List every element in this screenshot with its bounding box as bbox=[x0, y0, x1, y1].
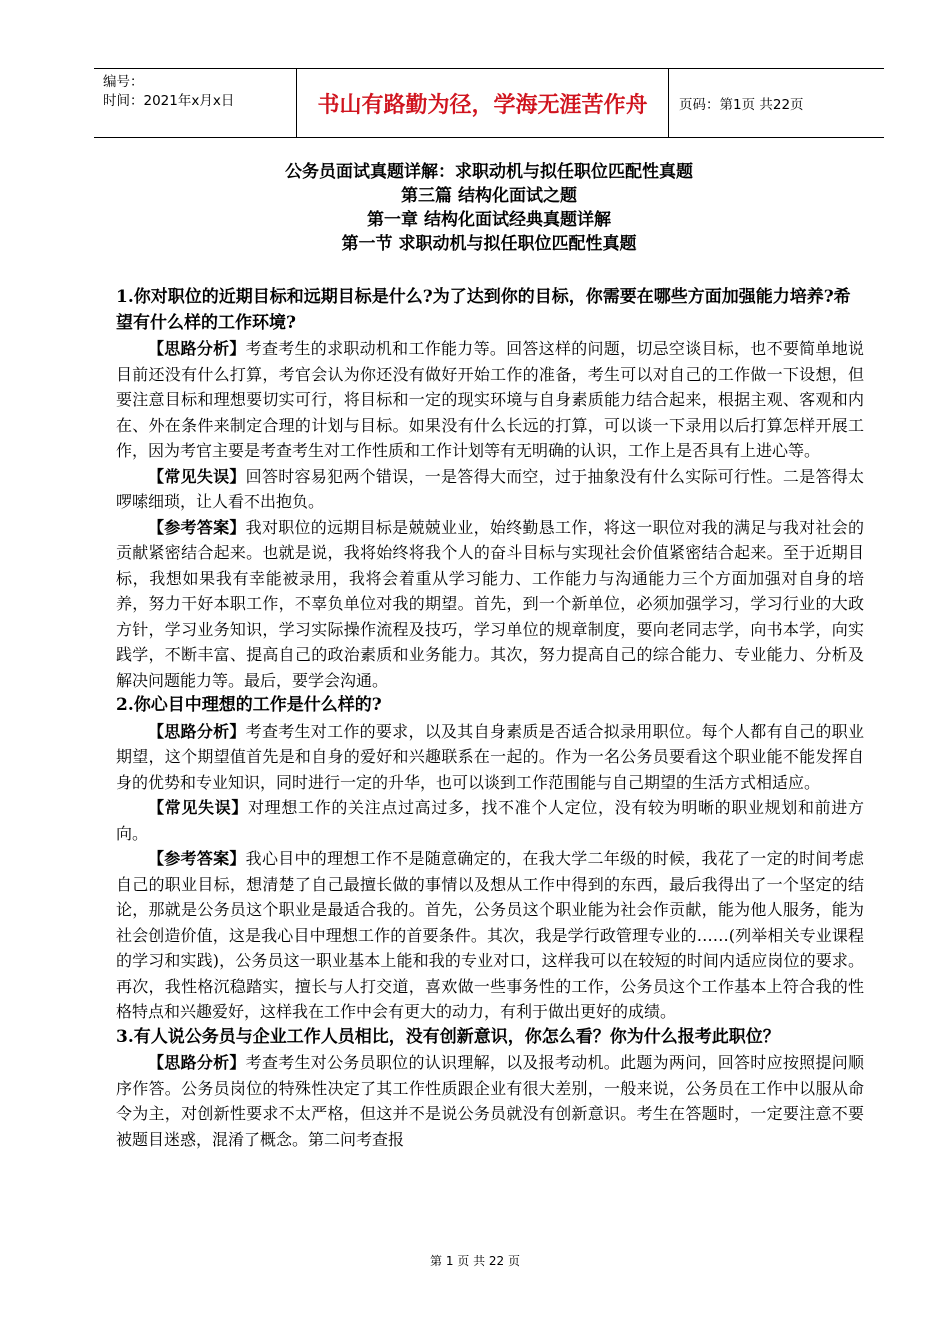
section-title: 第一节 求职动机与拟任职位匹配性真题 bbox=[341, 234, 637, 254]
page-footer: 第 1 页 共 22 页 bbox=[430, 1254, 520, 1268]
question-3: 3.有人说公务员与企业工作人员相比，没有创新意识，你怎么看？你为什么报考此职位？ bbox=[116, 1026, 780, 1047]
analysis-label: 【思路分析】 bbox=[148, 721, 246, 741]
mistake-label: 【常见失误】 bbox=[148, 798, 248, 817]
document-titles bbox=[94, 160, 884, 256]
q2-answer bbox=[116, 846, 864, 1025]
document-body bbox=[116, 285, 864, 1152]
part-title: 第三篇 结构化面试之题 bbox=[401, 186, 577, 206]
answer-label: 【参考答案】 bbox=[148, 517, 246, 537]
q1-mistake bbox=[116, 464, 864, 515]
question-1: 1.你对职位的近期目标和远期目标是什么?为了达到你的目标，你需要在哪些方面加强能力培养?希望有什么样的工作环境? bbox=[116, 287, 851, 333]
chapter-title: 第一章 结构化面试经典真题详解 bbox=[367, 210, 611, 230]
q1-answer bbox=[116, 515, 864, 694]
analysis-text: 考查考生对工作的要求，以及其自身素质是否适合拟录用职位。每个人都有自己的职业期望，这个期望值首先是和自身的爱好和兴趣联系在一起的。作为一名公务员要看这个职业能不能发挥自身的优势和专业知识，同时进行一定的升华，也可以谈到工作范围能与自己期望的生活方式相适应。 bbox=[116, 721, 864, 792]
analysis-label: 【思路分析】 bbox=[148, 1053, 246, 1072]
header-meta bbox=[94, 69, 296, 137]
mistake-text: 对理想工作的关注点过高过多，找不准个人定位，没有较为明晰的职业规划和前进方向。 bbox=[116, 798, 864, 843]
header-motto: 书山有路勤为径，学海无涯苦作舟 bbox=[296, 69, 669, 137]
q1-analysis bbox=[116, 336, 864, 464]
page-header bbox=[94, 68, 884, 138]
analysis-text: 考查考生的求职动机和工作能力等。回答这样的问题，切忌空谈目标，也不要简单地说目前还没有什么打算，考官会认为你还没有做好开始工作的准备，考生可以对自己的工作做一下设想，但要注意目标和理想要切实可行，将目标和一定的现实环境与自身素质能力结合起来，根据主观、客观和内在、外在条件来制定合理的计划与目标。如果没有什么长远的打算，可以谈一下录用以后打算怎样开展工作，因为考官主要是考查考生对工作性质和工作计划等有无明确的认识，工作上是否具有上进心等。 bbox=[116, 339, 864, 460]
code-label: 编号： bbox=[103, 74, 144, 90]
analysis-text: 考查考生对公务员职位的认识理解，以及报考动机。此题为两问，回答时应按照提问顺序作答。公务员岗位的特殊性决定了其工作性质跟企业有很大差别，一般来说，公务员在工作中以服从命令为主，对创新性要求不太严格，但这并不是说公务员就没有创新意识。考生在答题时，一定要注意不要被题目迷惑，混淆了概念。第二问考查报 bbox=[116, 1053, 864, 1149]
question-2: 2.你心目中理想的工作是什么样的? bbox=[116, 695, 382, 715]
time-label: 时间：2021年x月x日 bbox=[103, 93, 235, 109]
mistake-label: 【常见失误】 bbox=[148, 466, 246, 486]
answer-label: 【参考答案】 bbox=[148, 849, 246, 868]
q2-analysis bbox=[116, 719, 864, 796]
mistake-text: 回答时容易犯两个错误，一是答得大而空，过于抽象没有什么实际可行性。二是答得太啰嗦细琐，让人看不出抱负。 bbox=[116, 466, 864, 511]
answer-text: 我对职位的远期目标是兢兢业业，始终勤恳工作，将这一职位对我的满足与我对社会的贡献紧密结合起来。也就是说，我将始终将我个人的奋斗目标与实现社会价值紧密结合起来。至于近期目标，我想如果我有幸能被录用，我将会着重从学习能力、工作能力与沟通能力三个方面加强对自身的培养，努力干好本职工作，不辜负单位对我的期望。首先，到一个新单位，必须加强学习，学习行业的大政方针，学习业务知识，学习实际操作流程及技巧，学习单位的规章制度，要向老同志学，向书本学，向实践学，不断丰富、提高自己的政治素质和业务能力。其次，努力提高自己的综合能力、专业能力、分析及解决问题能力等。最后，要学会沟通。 bbox=[116, 517, 864, 690]
analysis-label: 【思路分析】 bbox=[148, 339, 246, 358]
header-page-info: 页码：第1页 共22页 bbox=[679, 97, 804, 113]
doc-title: 公务员面试真题详解：求职动机与拟任职位匹配性真题 bbox=[285, 162, 693, 182]
answer-text: 我心目中的理想工作不是随意确定的，在我大学二年级的时候，我花了一定的时间考虑自己的职业目标，想清楚了自己最擅长做的事情以及想从工作中得到的东西，最后我得出了一个坚定的结论，那就是公务员这个职业是最适合我的。首先，公务员这个职业能为社会作贡献，能为他人服务，能为社会创造价值，这是我心目中理想工作的首要条件。其次，我是学行政管理专业的……(列举相关专业课程的学习和实践)，公务员这一职业基本上能和我的专业对口，这样我可以在较短的时间内适应岗位的要求。再次，我性格沉稳踏实，擅长与人打交道，喜欢做一些事务性的工作，公务员这个工作基本上符合我的性格特点和兴趣爱好，这样我在工作中会有更大的动力，有利于做出更好的成绩。 bbox=[116, 849, 864, 1021]
q3-analysis bbox=[116, 1050, 864, 1152]
q2-mistake bbox=[116, 795, 864, 846]
